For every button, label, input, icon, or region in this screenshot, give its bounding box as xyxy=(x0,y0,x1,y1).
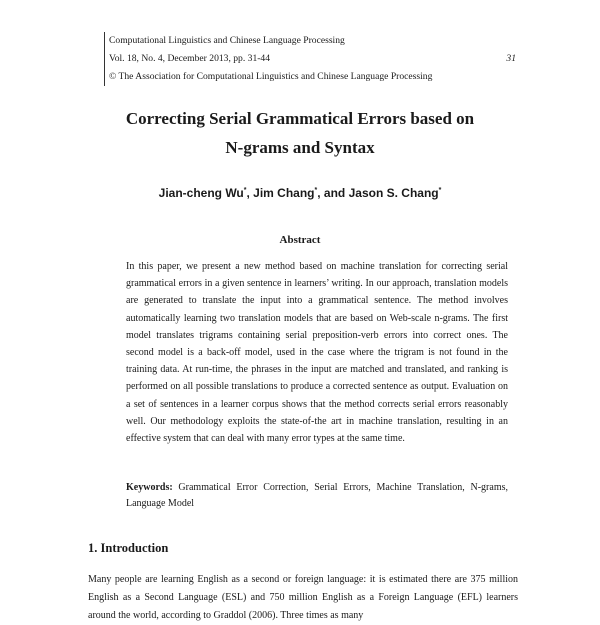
author-marker: * xyxy=(314,187,318,194)
title-line-2: N-grams and Syntax xyxy=(225,138,375,157)
paper-title xyxy=(0,104,600,162)
author-marker: * xyxy=(438,187,442,194)
keywords-label: Keywords: xyxy=(126,482,173,493)
author-list xyxy=(0,186,600,200)
author-separator: , xyxy=(246,186,254,200)
title-line-1: Correcting Serial Grammatical Errors based on xyxy=(125,109,475,128)
volume-info: Vol. 18, No. 4, December 2013, pp. 31-44 xyxy=(109,53,271,64)
keywords-text: Grammatical Error Correction, Serial Errors, Machine Translation, N-grams, Language Model xyxy=(126,482,508,509)
author-name: Jason S. Chang xyxy=(348,186,439,200)
page-number: 31 xyxy=(506,53,516,64)
introduction-text: Many people are learning English as a second or foreign language: it is estimated there are 375 million English as a Second Language (ESL) and 750 million English as a Foreign Language (EFL) learners around the world, according to Graddol (2006). Three times as many xyxy=(88,574,518,621)
author-separator: , and xyxy=(317,186,349,200)
author-marker: * xyxy=(243,187,247,194)
keywords xyxy=(126,480,508,511)
abstract-body: In this paper, we present a new method based on machine translation for correcting serial grammatical errors in a given sentence in learners’ writing. In our approach, translation models are generated to translate the input into a grammatical sentence. The method involves automatically learning two translation models that are based on Web-scale n-grams. The first model translates trigrams containing serial preposition-verb errors into correct ones. The second model is a back-off model, used in the case where the trigram is not found in the training data. At run-time, the phrases in the input are matched and translated, and ranking is performed on all possible translations to produce a corrected sentence as output. Evaluation on a set of sentences in a learner corpus shows that the method corrects serial errors reasonably well. Our methodology exploits the state-of-the art in machine translation, resulting in an effective system that can deal with many error types at the same time. xyxy=(126,261,508,445)
journal-header xyxy=(104,32,516,86)
volume-row xyxy=(109,50,516,68)
author-name: Jian-cheng Wu xyxy=(158,186,244,200)
author-name: Jim Chang xyxy=(253,186,315,200)
copyright-notice: © The Association for Computational Linguistics and Chinese Language Processing xyxy=(109,71,433,82)
copyright-row xyxy=(109,68,516,86)
journal-name: Computational Linguistics and Chinese Language Processing xyxy=(109,35,345,46)
abstract-heading: Abstract xyxy=(279,234,321,246)
journal-name-row xyxy=(109,32,516,50)
section-heading-introduction: 1. Introduction xyxy=(88,541,169,555)
